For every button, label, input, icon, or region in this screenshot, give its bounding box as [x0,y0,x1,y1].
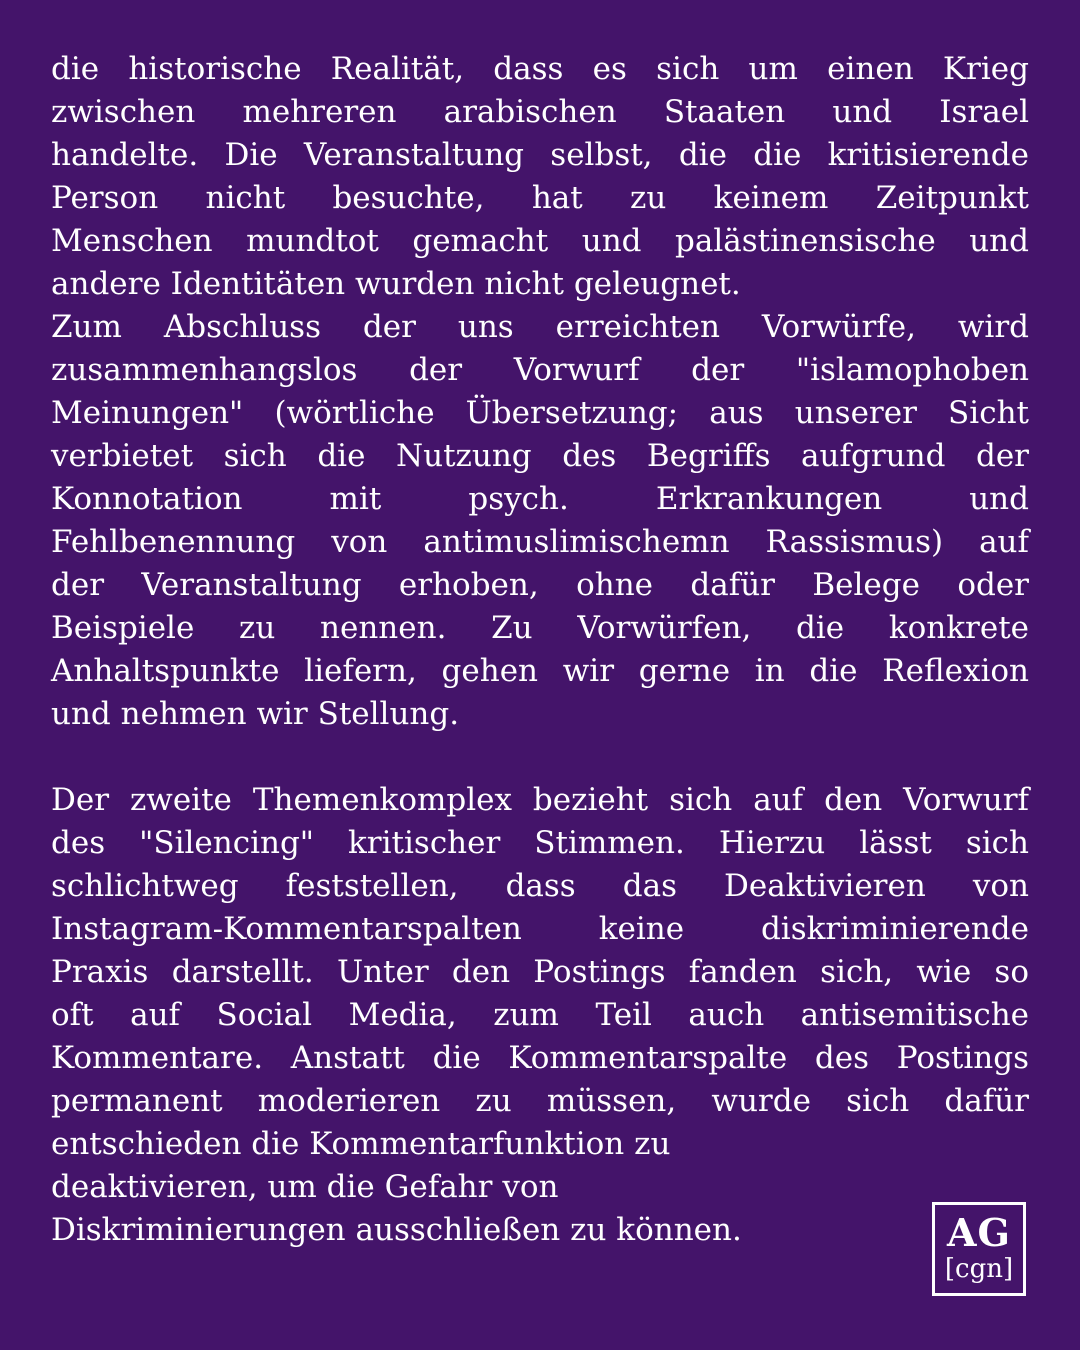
text-line: permanent moderieren zu müssen, wurde sich dafür [51,1083,1029,1119]
text-line: Diskriminierungen ausschließen zu können. [51,1212,742,1248]
text-line: der Veranstaltung erhoben, ohne dafür Belege oder [51,567,1029,603]
text-line: Konnotation mit psych. Erkrankungen und [51,481,1029,517]
text-line: zusammenhangslos der Vorwurf der "islamophoben [51,352,1029,388]
ag-cgn-logo [932,1202,1026,1296]
text-line: Der zweite Themenkomplex bezieht sich auf den Vorwurf [51,782,1029,818]
text-line: entschieden die Kommentarfunktion zu [51,1126,671,1162]
text-line: Beispiele zu nennen. Zu Vorwürfen, die konkrete [51,610,1029,646]
text-line: und nehmen wir Stellung. [51,696,460,732]
text-line: Instagram-Kommentarspalten keine diskriminierende [51,911,1029,947]
text-line: Anhaltspunkte liefern, gehen wir gerne in die Reflexion [51,653,1029,689]
paragraph-spacer [51,736,1029,779]
paragraph-2 [51,306,1029,736]
text-line: andere Identitäten wurden nicht geleugnet. [51,266,741,302]
text-line: schlichtweg feststellen, dass das Deaktivieren von [51,868,1029,904]
text-line: des "Silencing" kritischer Stimmen. Hierzu lässt sich [51,825,1029,861]
text-line: oft auf Social Media, zum Teil auch antisemitische [51,997,1029,1033]
paragraph-3 [51,779,1029,1255]
text-line: Kommentare. Anstatt die Kommentarspalte des Postings [51,1040,1029,1076]
text-line: deaktivieren, um die Gefahr von [51,1169,559,1205]
text-line: handelte. Die Veranstaltung selbst, die die kritisierende [51,137,1029,173]
text-line: Person nicht besuchte, hat zu keinem Zeitpunkt [51,180,1029,216]
logo-top-text: AG [947,1210,1011,1255]
text-line: verbietet sich die Nutzung des Begriffs aufgrund der [51,438,1029,474]
text-line: Praxis darstellt. Unter den Postings fanden sich, wie so [51,954,1029,990]
document-body [51,48,1029,1255]
text-line: die historische Realität, dass es sich um einen Krieg [51,51,1029,87]
text-line: Zum Abschluss der uns erreichten Vorwürfe, wird [51,309,1029,345]
paragraph-1 [51,48,1029,306]
text-line: zwischen mehreren arabischen Staaten und Israel [51,94,1029,130]
logo-bottom-text: [cgn] [944,1254,1014,1284]
text-line: Fehlbenennung von antimuslimischemn Rassismus) auf [51,524,1029,560]
text-line: Meinungen" (wörtliche Übersetzung; aus unserer Sicht [51,395,1029,431]
text-line: Menschen mundtot gemacht und palästinensische und [51,223,1029,259]
